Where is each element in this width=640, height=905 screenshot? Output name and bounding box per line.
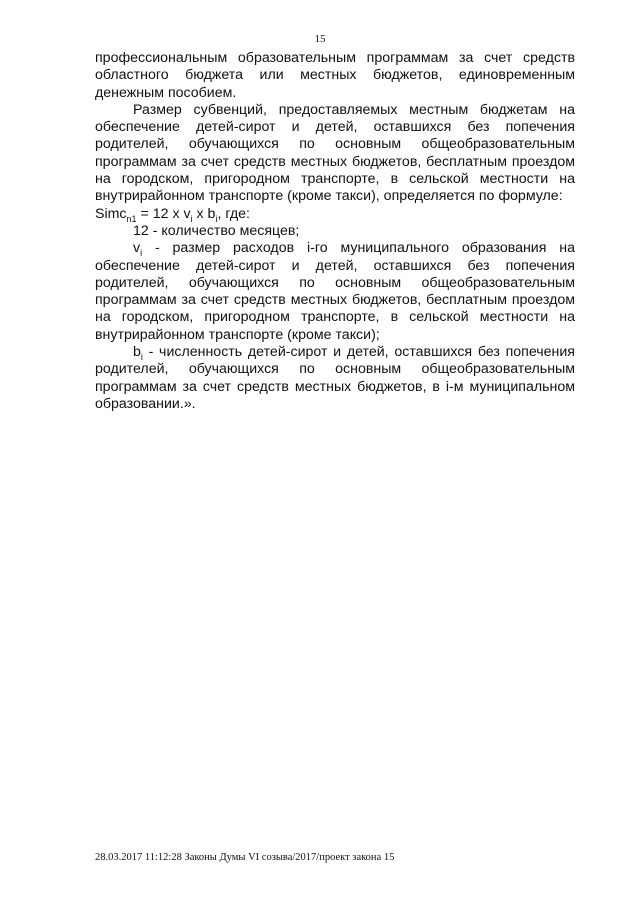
paragraph-continued: профессиональным образовательным программам за счет средств областного бюджета или местных бюджетов, единовременным денежным пособием.	[95, 50, 575, 101]
formula	[95, 206, 575, 223]
document-footer: 28.03.2017 11:12:28 Законы Думы VI созыва/2017/проект закона 15	[95, 852, 395, 863]
paragraph-subvention: Размер субвенций, предоставляемых местным бюджетам на обеспечение детей-сирот и детей, оставшихся без попечения родителей, обучающихся по основным общеобразовательным программам за счет средств местных бюджетов, бесплатным проездом на городском, пригородном транспорте, в сельской местности на внутрирайонном транспорте (кроме такси), определяется по формуле:	[95, 101, 575, 205]
document-body	[95, 50, 575, 413]
definition-v	[95, 240, 575, 344]
definition-months: 12 - количество месяцев;	[133, 222, 300, 239]
definition-b-text: - численность детей-сирот и детей, оставшихся без попечения родителей, обучающихся по основным общеобразовательным программам за счет средств местных бюджетов, в i-м муниципальном образовании.».	[95, 344, 575, 412]
formula-times-part: x b	[192, 205, 216, 222]
page-number: 15	[314, 33, 326, 45]
formula-lhs: Simc	[95, 205, 127, 222]
definition-b	[95, 344, 575, 413]
definition-b-symbol: b	[133, 344, 141, 361]
formula-lhs-subscript: n1	[126, 213, 137, 224]
formula-v-subscript: i	[190, 213, 193, 224]
formula-equals-part: = 12 x v	[136, 205, 191, 222]
formula-tail: , где:	[217, 205, 250, 222]
definition-v-symbol: v	[133, 240, 141, 257]
definition-v-text: - размер расходов i-го муниципального образования на обеспечение детей-сирот и детей, оставшихся без попечения родителей, обучающихся по основным общеобразовательным программам за счет средств местных бюджетов, бесплатным проездом на городском, пригородном транспорте, в сельской местности на внутрирайонном транспорте (кроме такси);	[95, 240, 575, 343]
definition-b-subscript: i	[140, 352, 143, 363]
definition-v-subscript: i	[140, 248, 143, 259]
formula-b-subscript: i	[215, 213, 218, 224]
